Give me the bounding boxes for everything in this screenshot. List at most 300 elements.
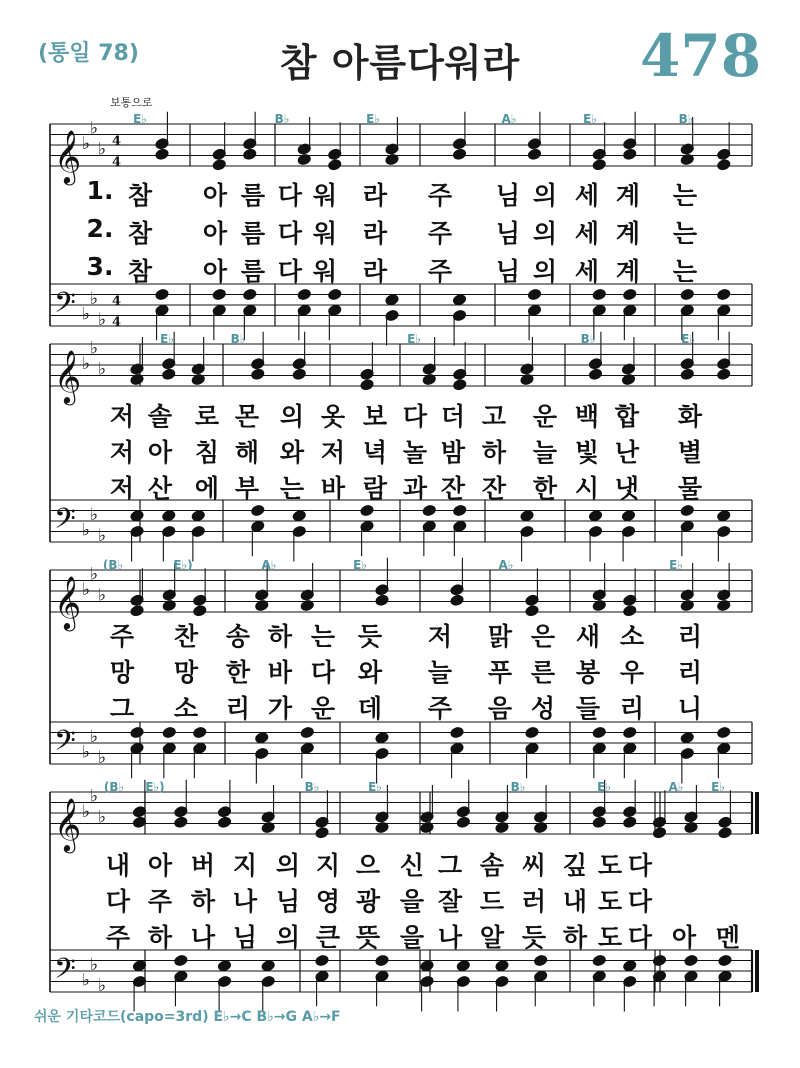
lyric-syllable: 의 <box>275 851 301 880</box>
lyric-syllable: 의 <box>532 181 558 210</box>
bass-note <box>534 954 548 966</box>
treble-note <box>717 368 731 380</box>
lyric-syllable: 새 <box>575 622 601 651</box>
lyric-syllable: 나 <box>437 923 463 952</box>
lyric-syllable: 운 <box>310 694 336 723</box>
bass-note <box>255 732 269 744</box>
lyric-syllable: 과 <box>402 474 428 503</box>
treble-note <box>592 816 606 828</box>
bass-note <box>130 510 144 522</box>
lyric-syllable: 그 <box>109 694 135 723</box>
bass-note <box>385 294 399 306</box>
lyric-syllable: 찬 <box>173 622 199 651</box>
lyric-line <box>0 689 800 723</box>
bass-note <box>174 954 188 966</box>
lyric-syllable: 다 <box>277 257 303 286</box>
lyric-syllable: 송 <box>225 622 251 651</box>
lyric-syllable: 더 <box>440 402 466 431</box>
lyric-syllable: 세 <box>574 181 600 210</box>
lyric-syllable: 내 <box>562 887 588 916</box>
lyric-syllable: 늘 <box>427 658 453 687</box>
lyric-syllable: 리 <box>677 658 703 687</box>
lyric-syllable: 별 <box>677 438 703 467</box>
lyric-syllable: 님 <box>495 181 521 210</box>
lyric-syllable: 님 <box>275 887 301 916</box>
bass-note <box>251 504 265 516</box>
lyric-syllable: 러 <box>521 887 547 916</box>
treble-note <box>360 379 374 391</box>
chord-symbol: E♭ <box>597 780 611 794</box>
treble-note <box>292 368 306 380</box>
lyric-syllable: 워 <box>312 219 338 248</box>
bass-note <box>527 288 541 300</box>
lyric-syllable: 바 <box>320 474 346 503</box>
key-flat-icon: ♭ <box>82 304 91 325</box>
lyric-syllable: 뜻 <box>355 923 381 952</box>
lyric-syllable: 저 <box>427 622 453 651</box>
bass-note <box>525 726 539 738</box>
key-flat-icon: ♭ <box>98 585 107 606</box>
lyric-syllable: 저 <box>109 474 135 503</box>
bass-note <box>315 954 329 966</box>
bass-clef-icon: 𝄢 <box>54 502 76 543</box>
lyric-syllable: 도 <box>597 851 623 880</box>
lyric-syllable: 참 <box>127 219 153 248</box>
lyric-syllable: 른 <box>530 658 556 687</box>
lyric-syllable: 주 <box>427 181 453 210</box>
lyric-syllable: 소 <box>173 694 199 723</box>
bass-clef-icon: 𝄢 <box>54 724 76 765</box>
lyric-syllable: 는 <box>279 474 305 503</box>
key-flat-icon: ♭ <box>90 954 99 975</box>
key-flat-icon: ♭ <box>82 134 91 154</box>
bass-note <box>420 960 434 972</box>
lyric-syllable: 도 <box>597 887 623 916</box>
lyric-syllable: 아 <box>147 851 173 880</box>
bass-note <box>292 510 306 522</box>
lyric-syllable: 가 <box>267 694 293 723</box>
bass-note <box>212 288 226 300</box>
chord-symbol: E♭ <box>368 780 382 794</box>
bass-note <box>297 288 311 300</box>
lyric-line <box>0 433 800 467</box>
lyric-syllable: 세 <box>574 257 600 286</box>
lyric-syllable: 잔 <box>481 474 507 503</box>
key-flat-icon: ♭ <box>98 975 107 996</box>
lyric-syllable: 합 <box>614 402 640 431</box>
lyric-syllable: 성 <box>530 694 556 723</box>
lyric-syllable: 으 <box>355 851 381 880</box>
lyric-syllable: 주 <box>109 622 135 651</box>
lyric-syllable: 음 <box>487 694 513 723</box>
bass-note <box>621 510 635 522</box>
lyric-syllable: 푸 <box>487 658 513 687</box>
chord-symbol: B♭ <box>304 780 320 794</box>
lyric-syllable: 라 <box>362 219 388 248</box>
lyric-syllable: 우 <box>619 658 645 687</box>
bass-note <box>328 288 342 300</box>
bass-note <box>155 288 169 300</box>
lyric-syllable: 큰 <box>315 923 341 952</box>
previous-hymn-number: (통일 78) <box>38 41 139 66</box>
bass-note <box>495 960 509 972</box>
lyric-syllable: 에 <box>194 474 220 503</box>
bass-note <box>588 510 602 522</box>
key-flat-icon: ♭ <box>82 970 91 991</box>
key-flat-icon: ♭ <box>82 742 91 763</box>
treble-note <box>243 148 257 160</box>
key-flat-icon: ♭ <box>98 807 107 828</box>
lyric-syllable: 름 <box>240 257 266 286</box>
lyric-syllable: 다 <box>277 181 303 210</box>
lyric-syllable: 한 <box>225 658 251 687</box>
treble-note <box>680 368 694 380</box>
lyric-line <box>0 918 800 952</box>
lyric-syllable: 아 <box>147 438 173 467</box>
lyric-syllable: 영 <box>315 887 341 916</box>
lyric-syllable: 고 <box>481 402 507 431</box>
lyric-syllable: 시 <box>574 474 600 503</box>
lyric-syllable: 지 <box>232 851 258 880</box>
treble-clef-icon: 𝄞 <box>54 349 82 403</box>
lyric-syllable: 빛 <box>574 438 600 467</box>
lyric-syllable: 봉 <box>575 658 601 687</box>
lyric-syllable: 화 <box>677 402 703 431</box>
lyric-syllable: 나 <box>190 923 216 952</box>
lyric-syllable: 놀 <box>402 438 428 467</box>
treble-note <box>588 368 602 380</box>
key-flat-icon: ♭ <box>82 802 91 822</box>
bass-note <box>360 504 374 516</box>
bass-note <box>592 288 606 300</box>
lyric-syllable: 로 <box>194 402 220 431</box>
bass-note <box>261 960 275 972</box>
key-flat-icon: ♭ <box>90 338 99 359</box>
chord-symbol: B♭ <box>274 112 290 126</box>
lyric-syllable: 냇 <box>614 474 640 503</box>
bass-note <box>375 954 389 966</box>
lyric-syllable: 하 <box>147 923 173 952</box>
lyric-syllable: 난 <box>614 438 640 467</box>
bass-note <box>191 510 205 522</box>
lyric-syllable: 다 <box>277 219 303 248</box>
lyric-syllable: 솜 <box>479 851 505 880</box>
chord-symbol: B♭ <box>580 332 596 346</box>
lyric-syllable: 옷 <box>320 402 346 431</box>
bass-note <box>450 726 464 738</box>
chord-symbol: A♭ <box>261 558 277 572</box>
lyric-syllable: 의 <box>279 402 305 431</box>
treble-note <box>212 159 226 171</box>
bass-note <box>718 954 732 966</box>
lyric-line <box>0 653 800 687</box>
lyric-syllable: 니 <box>677 694 703 723</box>
lyric-syllable: 다 <box>402 402 428 431</box>
bass-note <box>592 954 606 966</box>
tempo-marking: 보통으로 <box>110 96 153 109</box>
lyric-syllable: 주 <box>427 694 453 723</box>
chord-symbol: E♭ <box>711 780 725 794</box>
treble-note <box>155 148 169 160</box>
treble-note <box>525 605 539 617</box>
lyric-syllable: 망 <box>109 658 135 687</box>
lyric-syllable: 의 <box>532 257 558 286</box>
lyric-line <box>0 397 800 431</box>
lyric-syllable: 저 <box>109 402 135 431</box>
treble-note <box>315 827 329 839</box>
hymn-number: 478 <box>640 22 762 90</box>
key-flat-icon: ♭ <box>98 309 107 330</box>
lyric-syllable: 산 <box>147 474 173 503</box>
treble-note <box>162 368 176 380</box>
lyric-syllable: 다 <box>627 887 653 916</box>
lyric-syllable: 참 <box>127 181 153 210</box>
lyric-syllable: 광 <box>355 887 381 916</box>
lyric-syllable: 내 <box>105 851 131 880</box>
lyric-syllable: 와 <box>357 658 383 687</box>
key-flat-icon: ♭ <box>82 520 91 541</box>
treble-note <box>174 816 188 828</box>
lyric-syllable: 람 <box>362 474 388 503</box>
key-flat-icon: ♭ <box>98 747 107 768</box>
bass-note <box>162 510 176 522</box>
lyric-syllable: 도 <box>597 923 623 952</box>
treble-note <box>328 159 342 171</box>
lyric-syllable: 버 <box>190 851 216 880</box>
bass-note <box>162 726 176 738</box>
bass-note <box>717 510 731 522</box>
lyric-syllable: 지 <box>315 851 341 880</box>
bass-note <box>243 288 257 300</box>
lyric-syllable: 듯 <box>357 622 383 651</box>
bass-note <box>680 504 694 516</box>
time-signature: 4 <box>112 315 122 330</box>
bass-note <box>422 504 436 516</box>
lyric-syllable: 을 <box>399 887 425 916</box>
lyric-line <box>0 882 800 916</box>
treble-note <box>527 148 541 160</box>
bass-note <box>680 732 694 744</box>
bass-clef-icon: 𝄢 <box>54 952 76 993</box>
lyric-syllable: 님 <box>495 257 521 286</box>
lyric-syllable: 님 <box>232 923 258 952</box>
lyric-line <box>0 214 800 248</box>
lyric-syllable: 보 <box>362 402 388 431</box>
treble-note <box>130 605 144 617</box>
lyric-syllable: 그 <box>437 851 463 880</box>
treble-note <box>718 827 732 839</box>
lyric-line <box>0 252 800 286</box>
treble-clef-icon: 𝄞 <box>54 575 82 629</box>
lyric-syllable: 깊 <box>562 851 588 880</box>
bass-note <box>453 504 467 516</box>
lyric-syllable: 망 <box>173 658 199 687</box>
lyric-syllable: 녁 <box>362 438 388 467</box>
lyric-syllable: 한 <box>532 474 558 503</box>
key-flat-icon: ♭ <box>82 580 91 600</box>
lyric-syllable: 저 <box>320 438 346 467</box>
lyric-syllable: 백 <box>574 402 600 431</box>
lyric-syllable: 와 <box>279 438 305 467</box>
key-flat-icon: ♭ <box>90 564 99 585</box>
lyric-syllable: 는 <box>672 257 698 286</box>
lyric-syllable: 바 <box>267 658 293 687</box>
lyric-syllable: 라 <box>362 181 388 210</box>
bass-note <box>193 726 207 738</box>
lyric-syllable: 다 <box>627 851 653 880</box>
lyric-syllable: 몬 <box>234 402 260 431</box>
lyric-syllable: 맑 <box>487 622 513 651</box>
lyric-syllable: 주 <box>427 219 453 248</box>
chord-symbol: E♭ <box>366 112 380 126</box>
lyric-syllable: 는 <box>672 181 698 210</box>
lyric-syllable: 2. <box>86 214 114 243</box>
treble-clef-icon: 𝄞 <box>54 797 82 851</box>
lyric-syllable: 데 <box>357 694 383 723</box>
lyric-line <box>0 176 800 210</box>
lyric-syllable: 씨 <box>521 851 547 880</box>
lyric-line <box>0 617 800 651</box>
key-flat-icon: ♭ <box>90 504 99 525</box>
bass-note <box>592 726 606 738</box>
lyric-syllable: 다 <box>310 658 336 687</box>
lyric-syllable: 참 <box>127 257 153 286</box>
lyric-syllable: 주 <box>147 887 173 916</box>
lyric-syllable: 름 <box>240 181 266 210</box>
lyric-syllable: 운 <box>532 402 558 431</box>
lyric-syllable: 드 <box>479 887 505 916</box>
lyric-syllable: 1. <box>86 176 114 205</box>
lyric-syllable: 저 <box>109 438 135 467</box>
chord-symbol: B♭ <box>230 332 246 346</box>
chord-symbol: E♭ <box>133 112 147 126</box>
chord-symbol: (B♭ <box>102 558 124 572</box>
lyric-line <box>0 469 800 503</box>
bass-note <box>130 726 144 738</box>
lyric-syllable: 아 <box>202 219 228 248</box>
lyric-syllable: 하 <box>267 622 293 651</box>
lyric-syllable: 아 <box>671 923 697 952</box>
lyric-syllable: 듯 <box>521 923 547 952</box>
bass-note <box>217 960 231 972</box>
chord-symbol: E♭ <box>669 558 683 572</box>
lyric-syllable: 다 <box>627 923 653 952</box>
treble-clef-icon: 𝄞 <box>54 129 82 183</box>
lyric-syllable: 계 <box>615 257 641 286</box>
treble-note <box>453 379 467 391</box>
lyric-syllable: 나 <box>232 887 258 916</box>
treble-note <box>251 368 265 380</box>
bass-note <box>300 726 314 738</box>
bass-note <box>717 288 731 300</box>
key-flat-icon: ♭ <box>82 354 91 374</box>
chord-symbol: E♭) <box>173 558 193 572</box>
key-flat-icon: ♭ <box>90 726 99 747</box>
lyric-syllable: 리 <box>677 622 703 651</box>
lyric-syllable: 주 <box>105 923 131 952</box>
lyric-syllable: 리 <box>225 694 251 723</box>
lyric-syllable: 하 <box>562 923 588 952</box>
treble-note <box>193 605 207 617</box>
lyric-syllable: 는 <box>310 622 336 651</box>
chord-symbol: B♭ <box>678 112 694 126</box>
bass-note <box>684 954 698 966</box>
lyric-syllable: 하 <box>190 887 216 916</box>
chord-symbol: B♭ <box>510 780 526 794</box>
lyric-syllable: 부 <box>234 474 260 503</box>
lyric-syllable: 계 <box>615 219 641 248</box>
treble-note <box>717 159 731 171</box>
bass-note <box>717 726 731 738</box>
key-flat-icon: ♭ <box>90 118 99 139</box>
lyric-syllable: 주 <box>427 257 453 286</box>
bass-note <box>452 294 466 306</box>
key-flat-icon: ♭ <box>98 525 107 546</box>
lyric-syllable: 아 <box>202 257 228 286</box>
chord-symbol: E♭ <box>583 112 597 126</box>
key-flat-icon: ♭ <box>90 786 99 807</box>
lyric-syllable: 알 <box>479 923 505 952</box>
lyric-syllable: 은 <box>530 622 556 651</box>
lyric-syllable: 워 <box>312 257 338 286</box>
bass-note <box>456 960 470 972</box>
chord-symbol: E♭) <box>145 780 165 794</box>
lyric-syllable: 세 <box>574 219 600 248</box>
lyric-syllable: 늘 <box>532 438 558 467</box>
lyric-syllable: 소 <box>619 622 645 651</box>
lyric-line <box>0 846 800 880</box>
bass-note <box>623 726 637 738</box>
bass-note <box>680 288 694 300</box>
lyric-syllable: 님 <box>495 219 521 248</box>
lyric-syllable: 3. <box>86 252 114 281</box>
lyric-syllable: 밤 <box>440 438 466 467</box>
chord-symbol: A♭ <box>498 558 514 572</box>
treble-note <box>623 605 637 617</box>
chord-symbol: E♭ <box>681 332 695 346</box>
chord-symbol: A♭ <box>501 112 517 126</box>
chord-symbol: E♭ <box>160 332 174 346</box>
key-flat-icon: ♭ <box>98 359 107 380</box>
lyric-syllable: 들 <box>575 694 601 723</box>
lyric-syllable: 잔 <box>440 474 466 503</box>
bass-note <box>520 510 534 522</box>
lyric-syllable: 하 <box>481 438 507 467</box>
lyric-syllable: 워 <box>312 181 338 210</box>
lyric-syllable: 아 <box>202 181 228 210</box>
treble-note <box>592 159 606 171</box>
lyric-syllable: 는 <box>672 219 698 248</box>
lyric-syllable: 신 <box>399 851 425 880</box>
lyric-syllable: 침 <box>194 438 220 467</box>
treble-note <box>623 816 637 828</box>
treble-note <box>217 816 231 828</box>
lyric-syllable: 름 <box>240 219 266 248</box>
treble-note <box>623 148 637 160</box>
lyric-syllable: 솔 <box>147 402 173 431</box>
lyric-syllable: 라 <box>362 257 388 286</box>
chord-symbol: E♭ <box>353 558 367 572</box>
guitar-chord-note: 쉬운 기타코드(capo=3rd) E♭→C B♭→G A♭→F <box>34 1009 341 1025</box>
time-signature: 4 <box>112 155 122 170</box>
lyric-syllable: 의 <box>532 219 558 248</box>
lyric-syllable: 잘 <box>437 887 463 916</box>
lyric-syllable: 의 <box>275 923 301 952</box>
lyric-syllable: 계 <box>615 181 641 210</box>
hymn-title: 참 아름다워라 <box>279 41 521 85</box>
time-signature: 4 <box>112 294 122 309</box>
bass-note <box>623 960 637 972</box>
